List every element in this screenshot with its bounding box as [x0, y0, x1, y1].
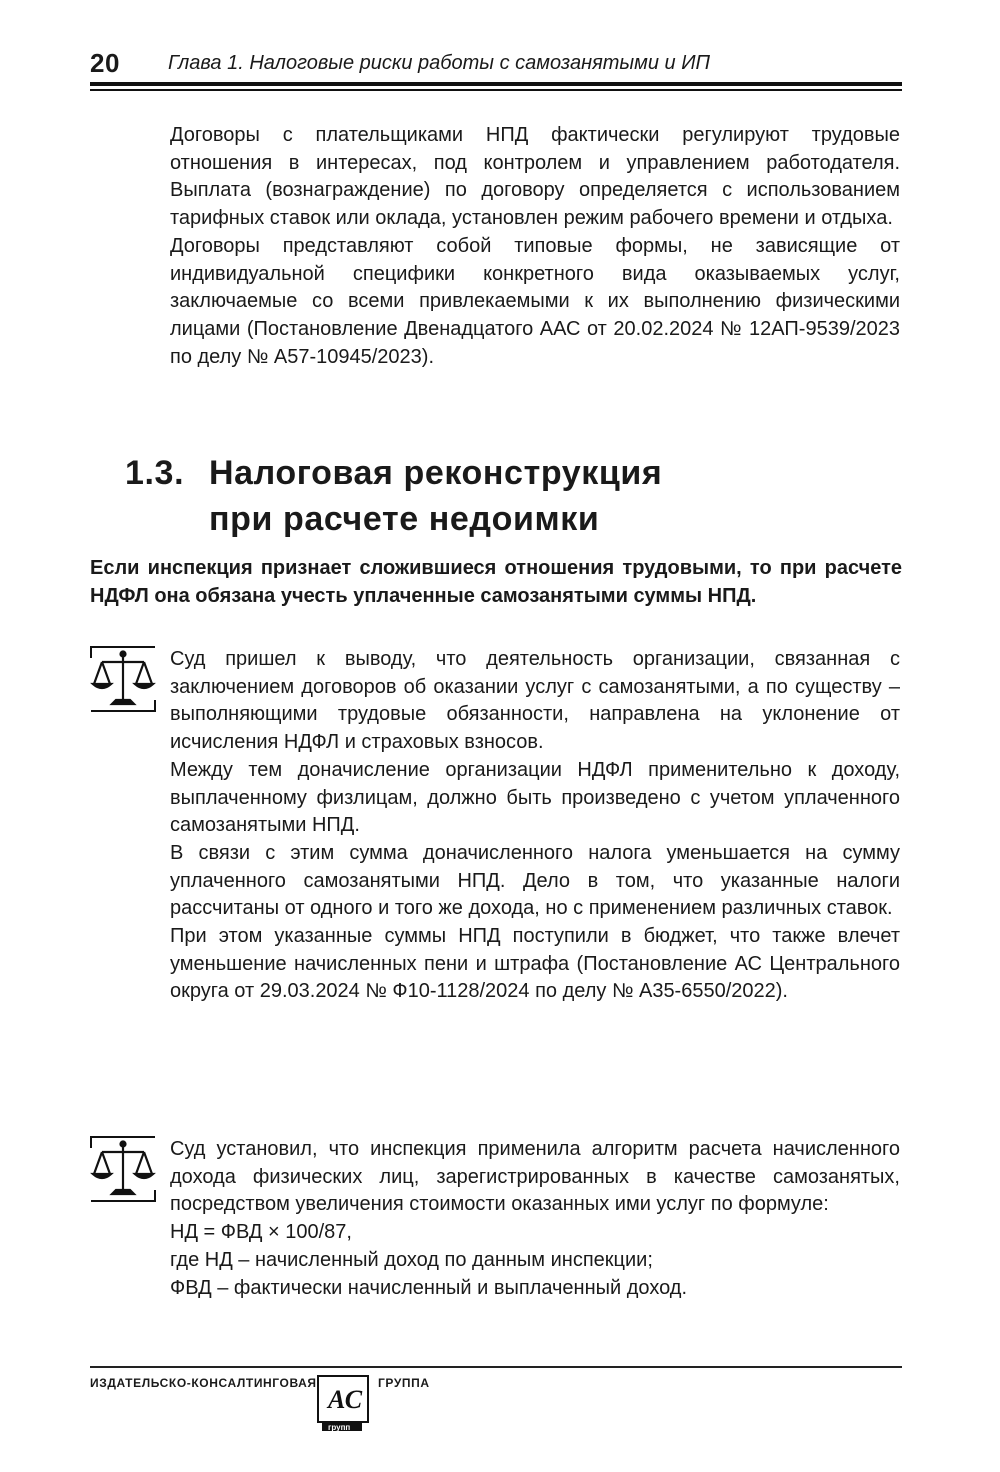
- publisher-name-right: ГРУППА: [378, 1376, 430, 1390]
- case-paragraph: При этом указанные суммы НПД поступили в бюджет, что также влечет уменьшение начисленных пени и штрафа (Постановление АС Центрального округа от 29.03.2024 № Ф10-1128/2024 по делу № А35-6550/2022).: [170, 925, 900, 1003]
- publisher-logo: [314, 1370, 374, 1434]
- publisher-name-left: ИЗДАТЕЛЬСКО-КОНСАЛТИНГОВАЯ: [90, 1376, 317, 1390]
- section-title-line1: Налоговая реконструкция: [209, 454, 663, 492]
- section-title-line2: при расчете недоимки: [209, 500, 600, 538]
- case-paragraph: В связи с этим сумма доначисленного налога уменьшается на сумму уплаченного самозанятыми НПД. Дело в том, что указанные налоги рассчитаны от одного и того же дохода, но с применением различных ставок.: [170, 841, 900, 920]
- scales-of-justice-icon: [90, 646, 156, 712]
- case-paragraph: Между тем доначисление организации НДФЛ применительно к доходу, выплаченному физлицам, должно быть произведено с учетом уплаченного самозанятыми НПД.: [170, 758, 900, 837]
- section-number: 1.3.: [125, 454, 185, 492]
- header-rule-thin: [90, 89, 902, 91]
- lead-paragraph: Если инспекция признает сложившиеся отношения трудовыми, то при расчете НДФЛ она обязана учесть уплаченные самозанятыми суммы НПД.: [90, 557, 902, 607]
- chapter-title: Глава 1. Налоговые риски работы с самозанятыми и ИП: [168, 52, 711, 74]
- header-rule-thick: [90, 82, 902, 86]
- lead-text: [90, 555, 902, 610]
- court-case-1: [170, 646, 900, 1006]
- scales-of-justice-icon: [90, 1136, 156, 1202]
- logo-text: АС: [328, 1385, 363, 1414]
- footer-rule: [90, 1366, 902, 1368]
- intro-paragraph: Договоры представляют собой типовые формы, не зависящие от индивидуальной специфики конкретного вида оказываемых услуг, заключаемые со всеми привлекаемыми к их выполнению физическими лицами (Постановление Двенадцатого ААС от 20.02.2024 № 12АП-9539/2023 по делу № А57-10945/2023).: [170, 234, 900, 368]
- intro-paragraph: Договоры с плательщиками НПД фактически регулируют трудовые отношения в интересах, под контролем и управлением работодателя. Выплата (вознаграждение) по договору определяется с использованием тарифных ставок или оклада, установлен режим рабочего времени и отдыха.: [170, 124, 900, 230]
- section-heading: [125, 450, 905, 542]
- case-paragraph: Суд пришел к выводу, что деятельность организации, связанная с заключением договоров об оказании услуг с самозанятыми, а по существу – выполняющими трудовые обязанности, направлена на уклонение от исчисления НДФЛ и страховых взносов.: [170, 648, 900, 754]
- formula-where: где НД – начисленный доход по данным инспекции;: [170, 1248, 653, 1271]
- logo-subtext: групп: [328, 1423, 351, 1432]
- formula: НД = ФВД × 100/87,: [170, 1221, 352, 1244]
- court-case-2: [170, 1136, 900, 1302]
- running-header: [90, 48, 902, 78]
- page-number: 20: [90, 48, 120, 78]
- intro-text: [170, 122, 900, 371]
- case-paragraph: Суд установил, что инспекция применила алгоритм расчета начисленного дохода физических лиц, зарегистрированных в качестве самозанятых, посредством увеличения стоимости оказанных ими услуг по формуле:: [170, 1138, 900, 1216]
- formula-definition: ФВД – фактически начисленный и выплаченный доход.: [170, 1276, 688, 1299]
